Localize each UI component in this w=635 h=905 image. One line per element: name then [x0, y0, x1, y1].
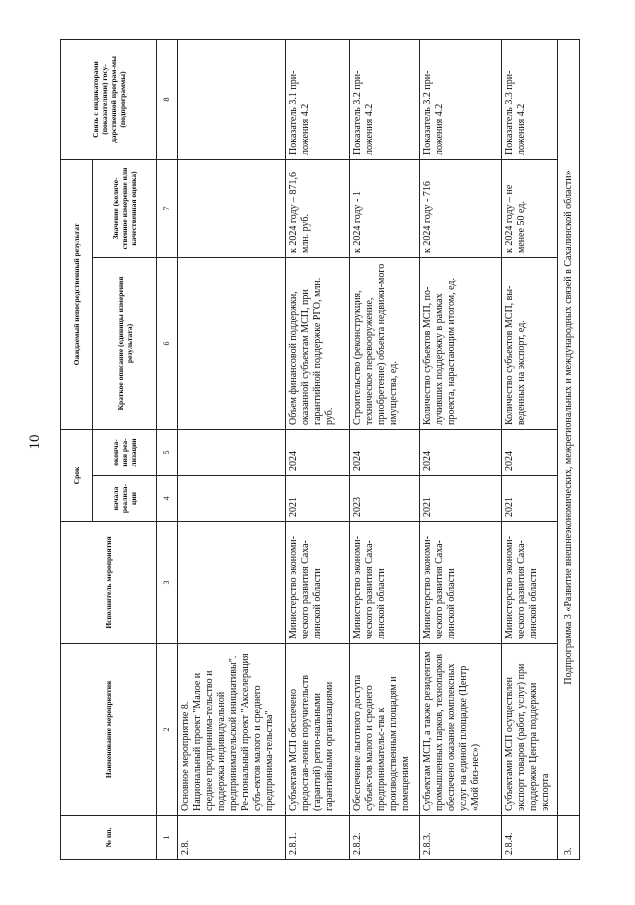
row-start: 2021	[286, 476, 350, 522]
column-number: 5	[157, 429, 177, 475]
row-name: Основное мероприятие 8. Национальный проект "Малое и среднее предпринима-тельство и поддержка индивидуальной предпринимательской инициативы". Ре-гиональный проект "Акселерация субъ-ектов малого и среднего предпринима-тельства"	[177, 644, 285, 816]
row-num: 2.8.3.	[420, 816, 501, 860]
header-name: Наименование мероприятия	[61, 644, 157, 816]
header-link: Связь с индикаторами (показателями) госу-дарственной програм-мы (подпрограммы)	[61, 39, 157, 159]
row-start	[177, 476, 285, 522]
row-end	[177, 429, 285, 475]
row-link: Показатель 3.3 при-ложения 4.2	[501, 39, 558, 159]
row-start: 2023	[350, 476, 420, 522]
header-term: Срок	[61, 429, 93, 521]
row-end: 2024	[420, 429, 501, 475]
table-row	[501, 39, 558, 859]
row-end: 2024	[286, 429, 350, 475]
row-result-desc: Количество субъектов МСП, по-лучивших поддержку в рамках проекта, нарастающим итогом, ед.	[420, 257, 501, 429]
subprogram-num: 3.	[558, 816, 580, 860]
row-result-value: к 2024 году – 871,6 млн. руб.	[286, 159, 350, 257]
row-result-value	[177, 159, 285, 257]
row-start: 2021	[501, 476, 558, 522]
row-name: Субъектам МСП обеспечено предостав-ление поручительств (гарантий) регио-нальными гарантийными организациями	[286, 644, 350, 816]
program-table-container	[60, 40, 580, 860]
row-result-value: к 2024 году – не менее 50 ед.	[501, 159, 558, 257]
row-result-desc: Количество субъектов МСП, вы-веденных на экспорт, ед.	[501, 257, 558, 429]
column-number: 2	[157, 644, 177, 816]
header-result-value: Значение (количе-ственное измерение или качественная оценка)	[93, 159, 157, 257]
row-start: 2021	[420, 476, 501, 522]
page-number: 10	[27, 434, 43, 450]
row-num: 2.8.1.	[286, 816, 350, 860]
table-row	[420, 39, 501, 859]
row-result-value: к 2024 году - 1	[350, 159, 420, 257]
row-executor: Министерство экономи-ческого развития Саха-линской области	[501, 522, 558, 644]
table-row	[350, 39, 420, 859]
row-link	[177, 39, 285, 159]
column-number: 8	[157, 39, 177, 159]
column-number: 7	[157, 159, 177, 257]
row-num: 2.8.	[177, 816, 285, 860]
header-executor: Исполнитель мероприятия	[61, 522, 157, 644]
row-result-desc	[177, 257, 285, 429]
column-numbers-row	[157, 39, 177, 859]
table-row	[286, 39, 350, 859]
header-term-end: оконча-ния реа-лизации	[93, 429, 157, 475]
header-term-start: начала реализа-ции	[93, 476, 157, 522]
row-end: 2024	[350, 429, 420, 475]
row-executor: Министерство экономи-ческого развития Саха-линской области	[350, 522, 420, 644]
column-number: 4	[157, 476, 177, 522]
header-row-1	[61, 39, 93, 859]
row-executor	[177, 522, 285, 644]
column-number: 3	[157, 522, 177, 644]
header-result-desc: Краткое описание (единицы измерения результата)	[93, 257, 157, 429]
row-name: Субъектами МСП осуществлен экспорт товаров (работ, услуг) при поддержке Центра поддержки экспорта	[501, 644, 558, 816]
row-result-desc: Объем финансовой поддержки, оказанной субъектам МСП, при гарантийной поддержке РГО, млн. руб.	[286, 257, 350, 429]
row-link: Показатель 3.2 при-ложения 4.2	[420, 39, 501, 159]
row-executor: Министерство экономи-ческого развития Саха-линской области	[420, 522, 501, 644]
row-result-value: к 2024 году - 716	[420, 159, 501, 257]
subprogram-title: Подпрограмма 3 «Развитие внешнеэкономических, межрегиональных и международных связей в Сахалинской области»	[558, 39, 580, 815]
row-name: Обеспечение льготного доступа субъек-тов малого и среднего предпринимательс-тва к производственным площадям и помещениям	[350, 644, 420, 816]
row-executor: Министерство экономи-ческого развития Саха-линской области	[286, 522, 350, 644]
column-number: 1	[157, 816, 177, 860]
row-num: 2.8.4.	[501, 816, 558, 860]
row-result-desc: Строительство (реконструкция, техническое перевооружение, приобретение) объекта недвижи-мого имущества, ед.	[350, 257, 420, 429]
row-link: Показатель 3.2 при-ложения 4.2	[350, 39, 420, 159]
program-table	[60, 39, 580, 860]
header-num: № пп.	[61, 816, 157, 860]
table-row	[177, 39, 285, 859]
column-number: 6	[157, 257, 177, 429]
row-link: Показатель 3.1 при-ложения 4.2	[286, 39, 350, 159]
subprogram-row	[558, 39, 580, 859]
row-num: 2.8.2.	[350, 816, 420, 860]
row-name: Субъектам МСП, а также резидентам промышленных парков, технопарков обеспечено оказание комплексных услуг на единой площадке (Центр «Мой биз-нес»)	[420, 644, 501, 816]
header-result: Ожидаемый непосредственный результат	[61, 159, 93, 429]
row-end: 2024	[501, 429, 558, 475]
